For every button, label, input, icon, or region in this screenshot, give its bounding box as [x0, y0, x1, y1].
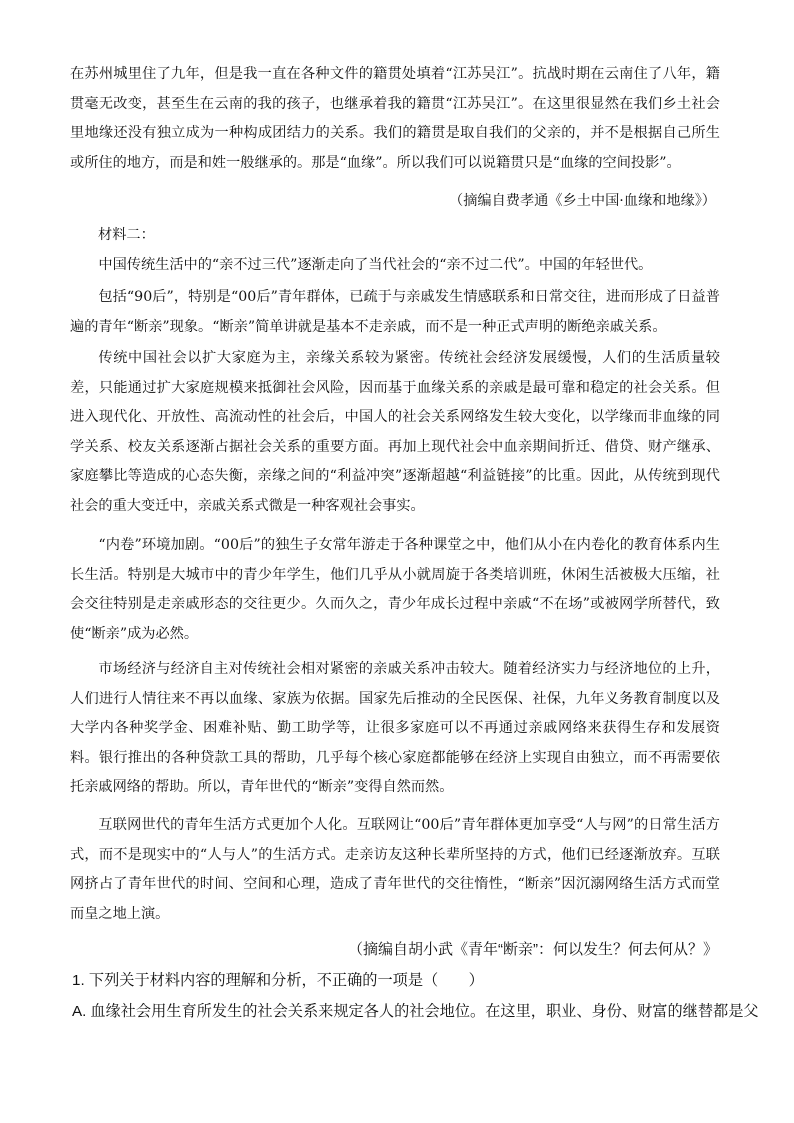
material-two-paragraph-3: 传统中国社会以扩大家庭为主，亲缘关系较为紧密。传统社会经济发展缓慢，人们的生活质量较差，只能通过扩大家庭规模来抵御社会风险，因而基于血缘关系的亲戚是最可靠和稳定的社会关系。但进入现代化、开放性、高流动性的社会后，中国人的社会关系网络发生较大变化，以学缘而非血缘的同学关系、校友关系逐渐占据社会关系的重要方面。再加上现代社会中血亲期间折迁、借贷、财产继承、家庭攀比等造成的心态失衡，亲缘之间的“利益冲突”逐渐超越“利益链接”的比重。因此，从传统到现代社会的重大变迁中，亲戚关系式微是一种客观社会事实。 [70, 350, 720, 514]
material-one-source: （摘编自费孝通《乡土中国·血缘和地缘》） [449, 193, 716, 209]
question-stem: 1. 下列关于材料内容的理解和分析，不正确的一项是（ ） [72, 972, 484, 989]
material-two-paragraph-6: 互联网世代的青年生活方式更加个人化。互联网让“00后”青年群体更加享受“人与网”的日常生活方式，而不是现实中的“人与人”的生活方式。走亲访友这种长辈所坚持的方式，他们已经逐渐放弃。互联网挤占了青年世代的时间、空间和心理，造成了青年世代的交往惰性，“断亲”因沉溺网络生活方式而堂而皇之地上演。 [70, 817, 720, 922]
material-one-closing-paragraph: 在苏州城里住了九年，但是我一直在各种文件的籍贯处填着“江苏吴江”。抗战时期在云南住了八年，籍贯毫无改变，甚至生在云南的我的孩子，也继承着我的籍贯“江苏吴江”。在这里很显然在我们乡土社会里地缘还没有独立成为一种构成团结力的关系。我们的籍贯是取自我们的父亲的，并不是根据自己所生或所住的地方，而是和姓一般继承的。那是“血缘”。所以我们可以说籍贯只是“血缘的空间投影”。 [70, 66, 720, 171]
material-two-paragraph-1: 中国传统生活中的“亲不过三代”逐渐走向了当代社会的“亲不过二代”。中国的年轻世代。 [98, 257, 653, 273]
material-two-paragraph-4: “内卷”环境加剧。“00后”的独生子女常年游走于各种课堂之中，他们从小在内卷化的教育体系内生长生活。特别是大城市中的青少年学生，他们几乎从小就周旋于各类培训班，休闲生活被极大压缩，社会交往特别是走亲戚形态的交往更少。久而久之，青少年成长过程中亲戚“不在场”或被网学所替代，致使“断亲”成为必然。 [70, 537, 720, 642]
material-two-paragraph-2: 包括“90后”，特别是“00后”青年群体，已疏于与亲戚发生情感联系和日常交往，进而形成了日益普遍的青年“断亲”现象。“断亲”简单讲就是基本不走亲戚，而不是一种正式声明的断绝亲戚关系。 [70, 289, 720, 335]
material-two-paragraph-5: 市场经济与经济自主对传统社会相对紧密的亲戚关系冲击较大。随着经济实力与经济地位的上升，人们进行人情往来不再以血缘、家族为依据。国家先后推动的全民医保、社保，九年义务教育制度以及大学内各种奖学金、困难补贴、勤工助学等，让很多家庭可以不再通过亲戚网络来获得生存和发展资料。银行推出的各种贷款工具的帮助，几乎每个核心家庭都能够在经济上实现自由独立，而不再需要依托亲戚网络的帮助。所以，青年世代的“断亲”变得自然而然。 [70, 661, 720, 795]
material-two-source: （摘编自胡小武《青年“断亲”：何以发生？何去何从？》 [348, 941, 718, 958]
material-two-heading: 材料二： [98, 227, 155, 243]
question-option-a[interactable] [72, 998, 759, 1026]
option-a-letter: A. [72, 1003, 87, 1020]
option-a-text: 血缘社会用生育所发生的社会关系来规定各人的社会地位。在这里，职业、身份、财富的继替都是父 [90, 1003, 759, 1020]
